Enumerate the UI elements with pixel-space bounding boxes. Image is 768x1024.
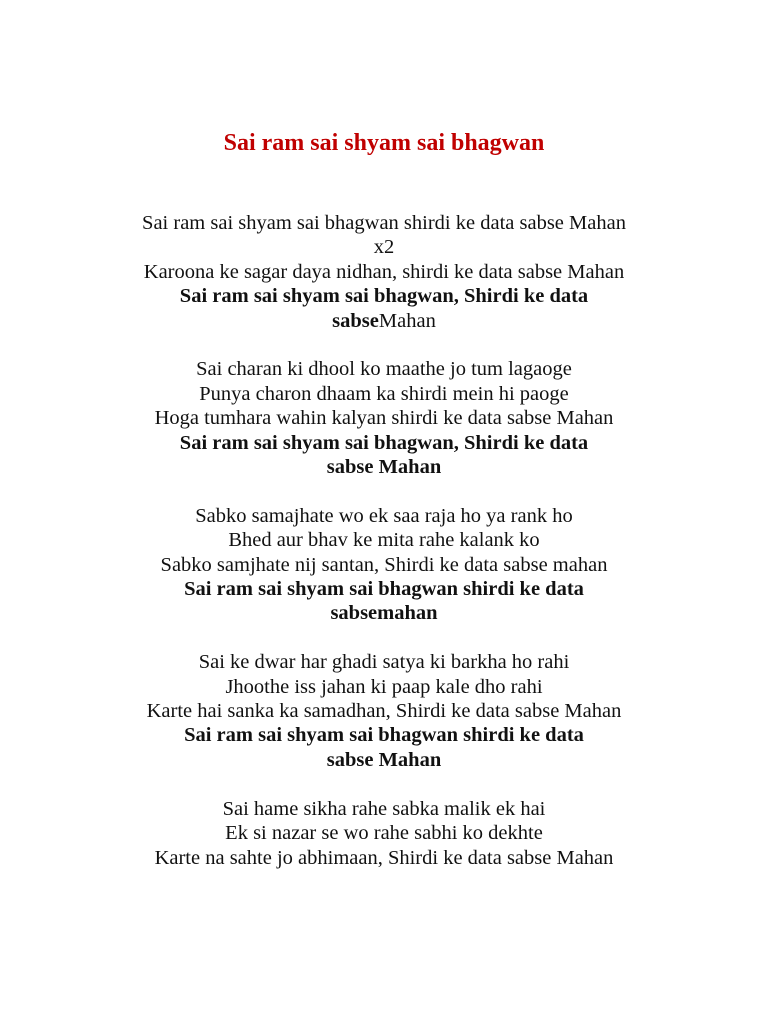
lyric-line: Karte na sahte jo abhimaan, Shirdi ke data sabse Mahan bbox=[154, 846, 614, 869]
stanza-3 bbox=[84, 504, 684, 626]
chorus-line bbox=[84, 309, 684, 333]
lyric-line: Sabko samjhate nij santan, Shirdi ke data sabse mahan bbox=[160, 553, 608, 576]
lyric-line: Sai charan ki dhool ko maathe jo tum lagaoge bbox=[196, 358, 572, 381]
repeat-marker: x2 bbox=[373, 236, 395, 259]
lyric-line: Sabko samajhate wo ek saa raja ho ya rank ho bbox=[195, 504, 573, 527]
chorus-line: Sai ram sai shyam sai bhagwan shirdi ke data bbox=[184, 724, 584, 747]
lyric-line: Ek si nazar se wo rahe sabhi ko dekhte bbox=[225, 822, 543, 845]
lyric-line: Karte hai sanka ka samadhan, Shirdi ke data sabse Mahan bbox=[146, 700, 622, 723]
chorus-word-normal: Mahan bbox=[378, 309, 436, 332]
stanza-1 bbox=[84, 211, 684, 333]
chorus-line: sabsemahan bbox=[330, 602, 438, 625]
lyrics-body bbox=[84, 211, 684, 894]
lyric-line: Punya charon dhaam ka shirdi mein hi paoge bbox=[199, 382, 569, 405]
chorus-word-bold: sabse bbox=[332, 309, 379, 332]
lyric-line: Karoona ke sagar daya nidhan, shirdi ke data sabse Mahan bbox=[143, 260, 625, 283]
lyric-line: Jhoothe iss jahan ki paap kale dho rahi bbox=[225, 675, 543, 698]
stanza-4 bbox=[84, 650, 684, 772]
song-title: Sai ram sai shyam sai bhagwan bbox=[223, 130, 545, 156]
chorus-line: Sai ram sai shyam sai bhagwan, Shirdi ke data bbox=[179, 285, 589, 308]
chorus-line: Sai ram sai shyam sai bhagwan, Shirdi ke data bbox=[179, 431, 589, 454]
chorus-line: sabse Mahan bbox=[326, 456, 442, 479]
lyric-line: Sai hame sikha rahe sabka malik ek hai bbox=[222, 797, 546, 820]
chorus-line: sabse Mahan bbox=[326, 748, 442, 771]
lyric-line: Hoga tumhara wahin kalyan shirdi ke data sabse Mahan bbox=[154, 407, 614, 430]
stanza-5 bbox=[84, 797, 684, 870]
lyric-line: Sai ram sai shyam sai bhagwan shirdi ke data sabse Mahan bbox=[142, 212, 626, 234]
lyric-line: Bhed aur bhav ke mita rahe kalank ko bbox=[228, 529, 540, 552]
lyric-line: Sai ke dwar har ghadi satya ki barkha ho rahi bbox=[198, 651, 570, 674]
stanza-2 bbox=[84, 357, 684, 479]
chorus-line: Sai ram sai shyam sai bhagwan shirdi ke data bbox=[184, 578, 584, 601]
